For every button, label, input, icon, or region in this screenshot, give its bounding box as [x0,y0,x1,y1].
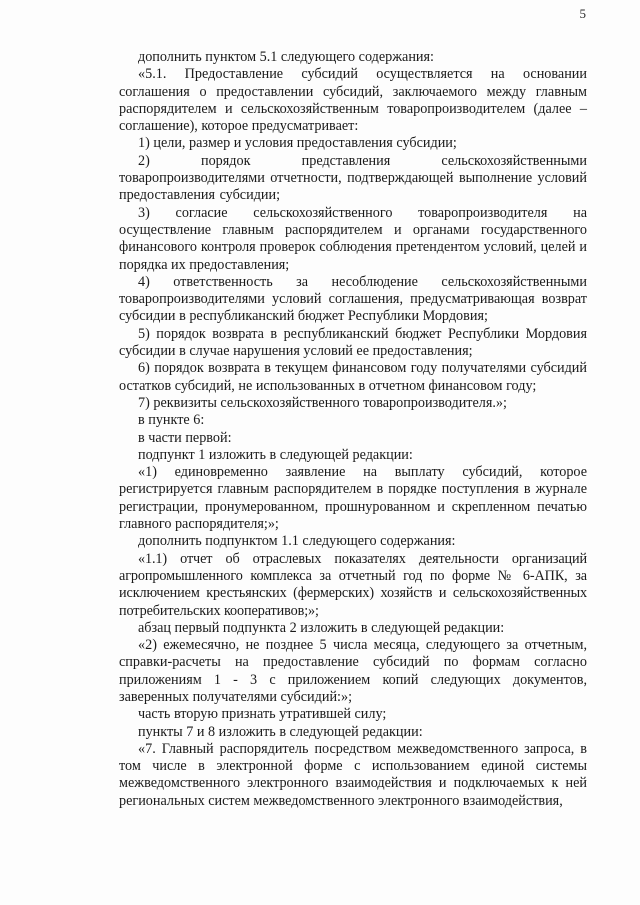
paragraph: 7) реквизиты сельскохозяйственного товаропроизводителя.»; [138,394,507,411]
paragraph: 1) цели, размер и условия предоставления субсидии; [138,135,457,152]
paragraph: 3) согласие сельскохозяйственного товаропроизводителя на осуществление главным распорядителем и органами государственного финансового контроля проверок соблюдения претендентом условий, целей и порядка их предоставления; [119,204,587,273]
paragraph: «5.1. Предоставление субсидий осуществляется на основании соглашения о предоставлении субсидий, заключаемого между главным распорядителем и сельскохозяйственным товаропроизводителем (далее – соглашение), которое предусматривает: [119,66,587,135]
paragraph: дополнить пунктом 5.1 следующего содержания: [138,49,434,65]
paragraph: часть вторую признать утратившей силу; [138,706,387,723]
paragraph: в части первой: [138,429,232,446]
paragraph: дополнить подпунктом 1.1 следующего содержания: [138,533,456,550]
paragraph: в пункте 6: [138,412,205,429]
paragraph: абзац первый подпункта 2 изложить в следующей редакции: [138,619,505,636]
paragraph: 2) порядок представления сельскохозяйственными товаропроизводителями отчетности, подтверждающей выполнение условий предоставления субсидии; [119,152,587,204]
page-number: 5 [579,6,586,21]
paragraph: 6) порядок возврата в текущем финансовом году получателями субсидий остатков субсидий, не использованных в отчетном финансовом году; [119,360,587,394]
paragraph: «2) ежемесячно, не позднее 5 числа месяца, следующего за отчетным, справки-расчеты на предоставление субсидий по формам согласно приложениям 1 - 3 с приложением копий следующих документов, заверенных получателями субсидий:»; [119,637,587,705]
paragraph: «1.1) отчет об отраслевых показателях деятельности организаций агропромышленного комплекса за отчетный год по форме № 6-АПК, за исключением крестьянских (фермерских) хозяйств и сельскохозяйственных потребительских кооперативов;»; [119,550,587,619]
paragraph: «1) единовременно заявление на выплату субсидий, которое регистрируется главным распорядителем в порядке поступления в журнале регистрации, пронумерованном, прошнурованном и скрепленном печатью главного распорядителя;»; [119,464,587,533]
paragraph: подпункт 1 изложить в следующей редакции: [138,446,413,463]
paragraph: пункты 7 и 8 изложить в следующей редакции: [138,723,423,740]
paragraph: 4) ответственность за несоблюдение сельскохозяйственными товаропроизводителями условий соглашения, предусматривающая возврат субсидии в республиканский бюджет Республики Мордовия; [119,273,587,325]
paragraph: «7. Главный распорядитель посредством межведомственного запроса, в том числе в электронной форме с использованием единой системы межведомственного электронного взаимодействия и подключаемых к ней региональных систем межведомственного электронного взаимодействия, [119,740,587,809]
paragraph: 5) порядок возврата в республиканский бюджет Республики Мордовия субсидии в случае нарушения условий ее предоставления; [119,325,587,360]
document-body [119,49,587,810]
